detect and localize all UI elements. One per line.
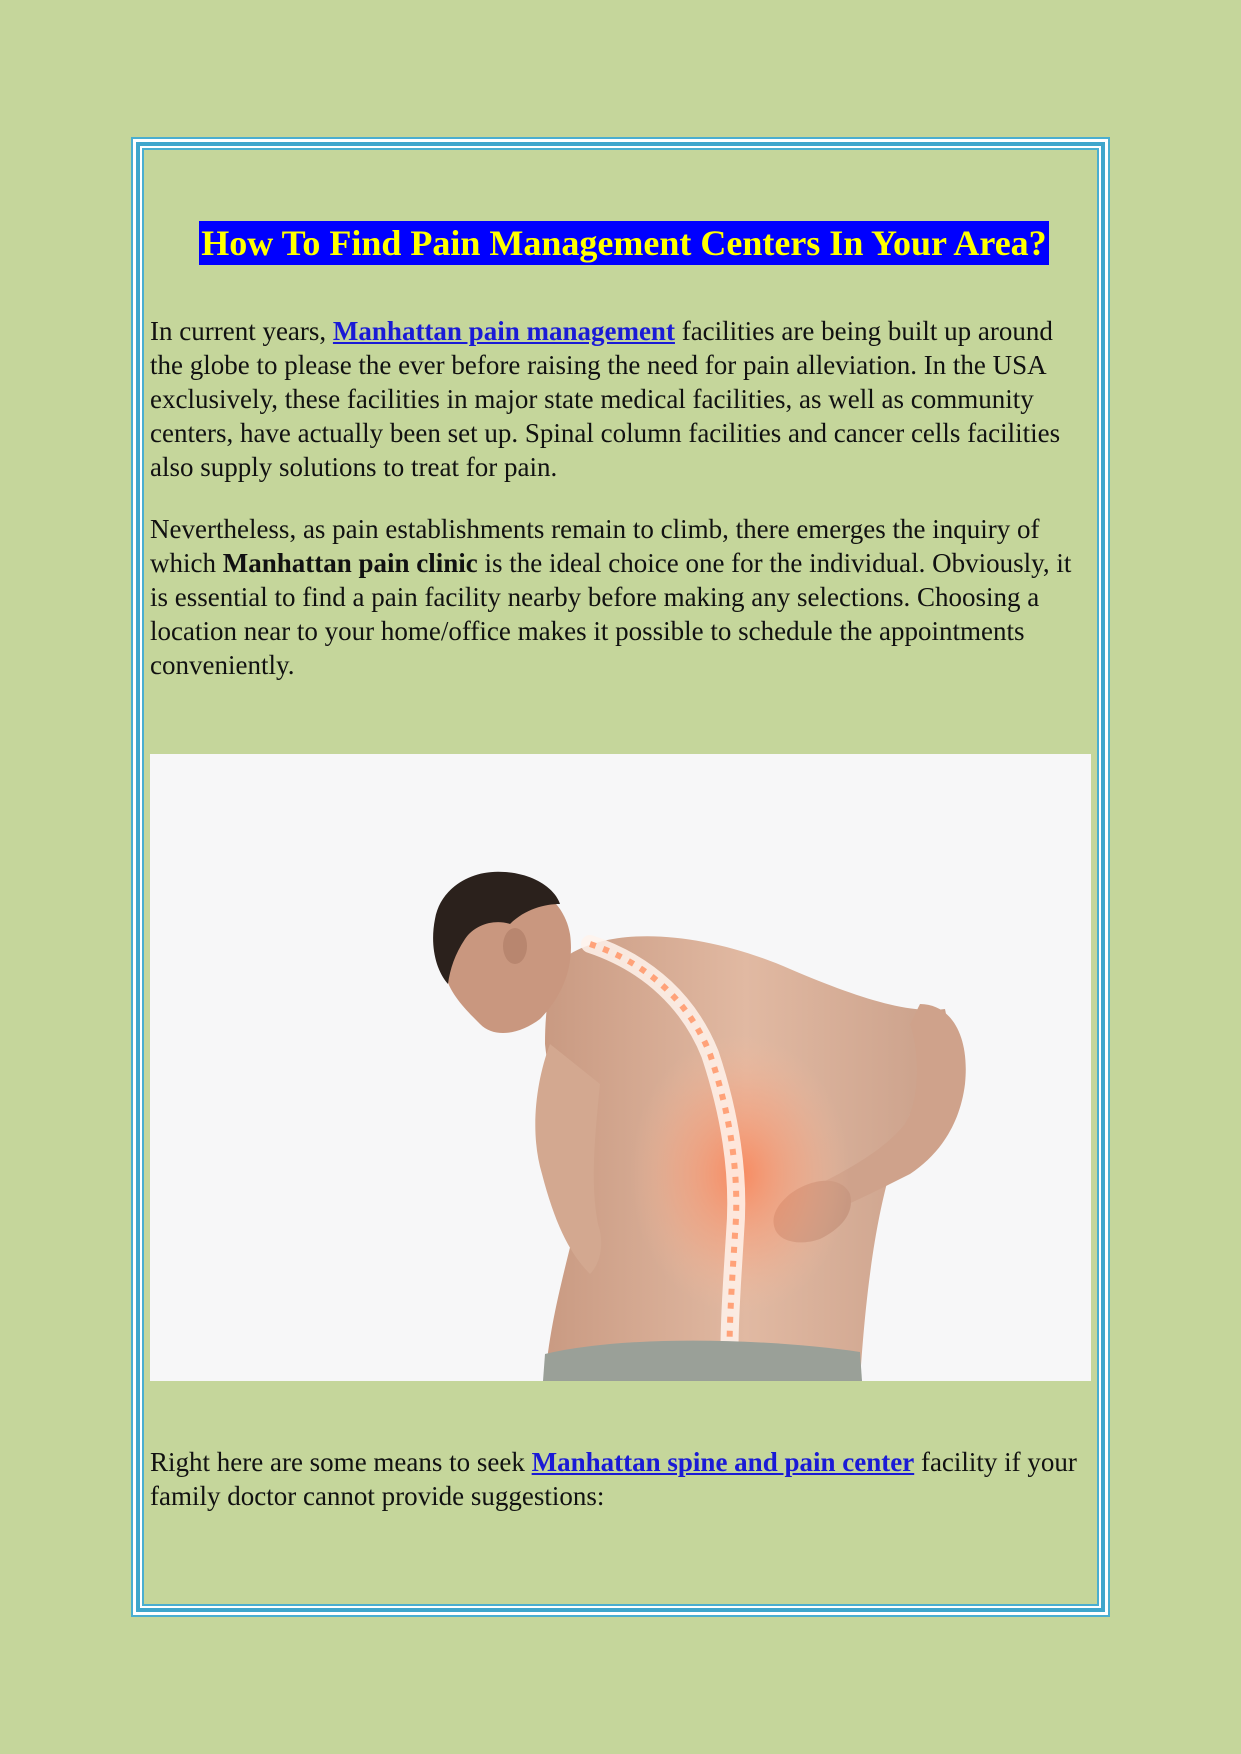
paragraph-seek-center bbox=[150, 1445, 1092, 1513]
paragraph-clinic-text-start: Nevertheless, as pain establishments remain to climb, there emerges the inquiry of which bbox=[150, 514, 1040, 578]
paragraph-intro-text-start: In current years, bbox=[150, 316, 333, 346]
left-arm-shape bbox=[535, 1044, 601, 1274]
pants-shape bbox=[543, 1341, 862, 1381]
back-pain-spine-photo bbox=[150, 754, 1091, 1381]
paragraph-intro bbox=[150, 314, 1092, 484]
document-content bbox=[150, 150, 1092, 1513]
manhattan-spine-pain-center-link[interactable]: Manhattan spine and pain center bbox=[531, 1447, 915, 1477]
paragraph-intro-text-end: facilities are being built up around the globe to please the ever before raising the need for pain alleviation. In the USA exclusively, these facilities in major state medical facilities, as well as community centers, have actually been set up. Spinal column facilities and cancer cells facilities also supply solutions to treat for pain. bbox=[150, 316, 1061, 482]
ear-shape bbox=[503, 928, 527, 964]
paragraph-clinic-choice bbox=[150, 512, 1092, 682]
title-container bbox=[150, 221, 1092, 265]
manhattan-pain-management-link[interactable]: Manhattan pain management bbox=[332, 316, 675, 346]
back-pain-illustration bbox=[150, 754, 1091, 1381]
paragraph-seek-text-start: Right here are some means to seek bbox=[150, 1447, 532, 1477]
manhattan-pain-clinic-bold: Manhattan pain clinic bbox=[222, 548, 478, 578]
paragraph-seek-text-end: facility if your family doctor cannot provide suggestions: bbox=[150, 1447, 1077, 1511]
paragraph-clinic-text-end: is the ideal choice one for the individual. Obviously, it is essential to find a pain facility nearby before making any selections. Choosing a location near to your home/office makes it possible to schedule the appointments conveniently. bbox=[150, 548, 1072, 680]
page-title: How To Find Pain Management Centers In Your Area? bbox=[201, 223, 1047, 263]
